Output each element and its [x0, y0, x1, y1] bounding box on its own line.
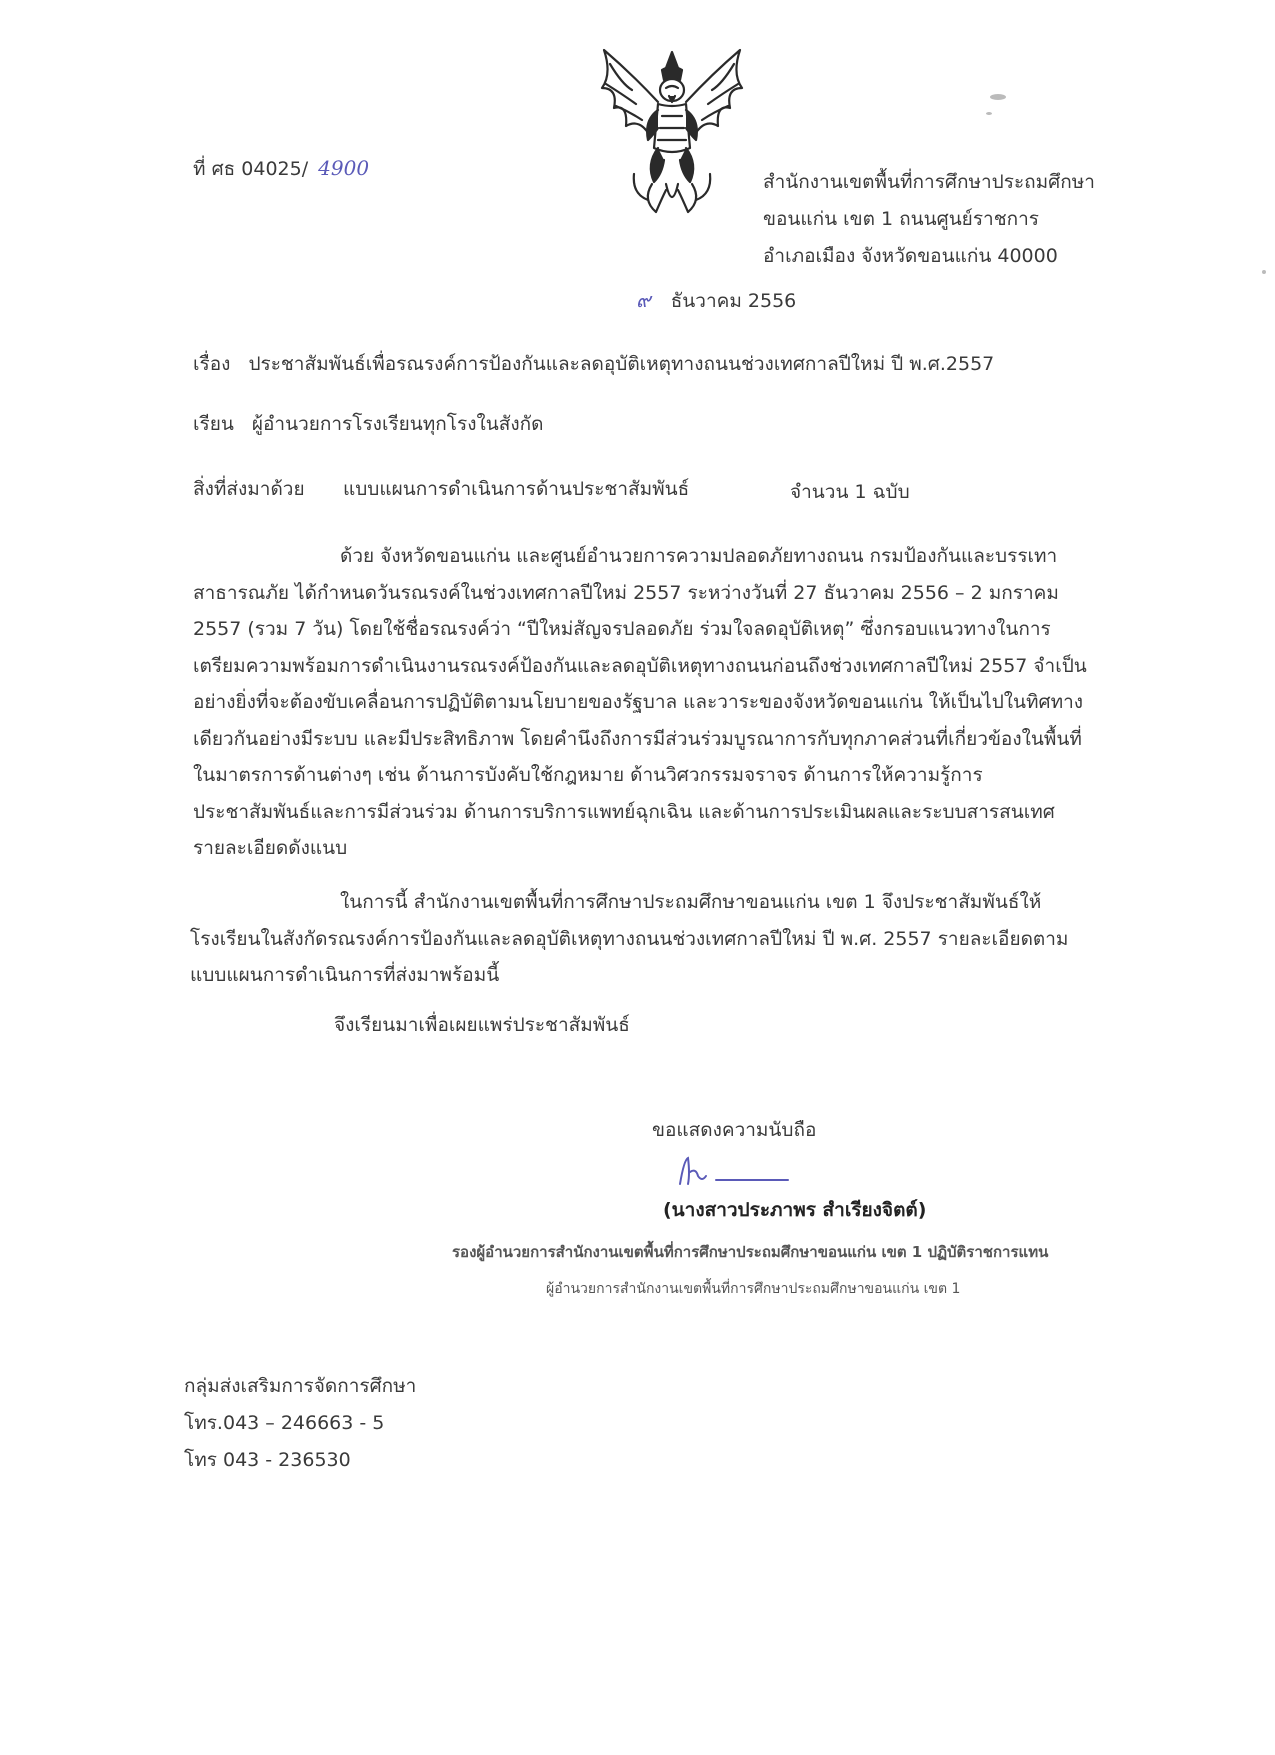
recipient-label: เรียน [193, 413, 234, 435]
scan-speck [986, 112, 992, 115]
office-address-line: ขอนแก่น เขต 1 ถนนศูนย์ราชการ [763, 208, 1039, 230]
signatory-position-line-1: รองผู้อำนวยการสำนักงานเขตพื้นที่การศึกษาประถมศึกษาขอนแก่น เขต 1 ปฏิบัติราชการแทน [452, 1243, 1049, 1261]
footer-phone-1: โทร.043 – 246663 - 5 [184, 1412, 385, 1434]
paragraph-line: รายละเอียดดังแนบ [193, 837, 348, 859]
closing-request: จึงเรียนมาเพื่อเผยแพร่ประชาสัมพันธ์ [334, 1014, 630, 1036]
paragraph-line: ในการนี้ สำนักงานเขตพื้นที่การศึกษาประถมศึกษาขอนแก่น เขต 1 จึงประชาสัมพันธ์ให้ [340, 891, 1042, 913]
signature-closing: ขอแสดงความนับถือ [652, 1119, 817, 1141]
office-address-line: อำเภอเมือง จังหวัดขอนแก่น 40000 [763, 245, 1058, 267]
scan-speck [1262, 270, 1266, 274]
garuda-emblem-icon [592, 44, 752, 216]
document-number-label: ที่ ศธ 04025/ [193, 158, 309, 180]
document-number-handwritten: 4900 [318, 156, 370, 180]
enclosure-line [193, 475, 305, 503]
body-paragraph-1 [193, 538, 1168, 867]
paragraph-line: สาธารณภัย ได้กำหนดวันรณรงค์ในช่วงเทศกาลปีใหม่ 2557 ระหว่างวันที่ 27 ธันวาคม 2556 – 2 มกราคม [193, 581, 1059, 604]
subject-line [193, 350, 994, 378]
subject-text: ประชาสัมพันธ์เพื่อรณรงค์การป้องกันและลดอุบัติเหตุทางถนนช่วงเทศกาลปีใหม่ ปี พ.ศ.2557 [248, 353, 995, 375]
paragraph-line: เดียวกันอย่างมีระบบ และมีประสิทธิภาพ โดยคำนึงถึงการมีส่วนร่วมบูรณาการกับทุกภาคส่วนที่เกี่ยวข้องในพื้นที่ [193, 727, 1082, 750]
recipient-text: ผู้อำนวยการโรงเรียนทุกโรงในสังกัด [251, 413, 544, 435]
paragraph-line: ในมาตรการด้านต่างๆ เช่น ด้านการบังคับใช้กฎหมาย ด้านวิศวกรรมจราจร ด้านการให้ความรู้การ [193, 764, 983, 786]
date-day-handwritten: ๙ [636, 288, 651, 312]
body-paragraph-2 [190, 884, 1168, 994]
subject-label: เรื่อง [193, 353, 231, 375]
recipient-line [193, 410, 543, 438]
paragraph-line: อย่างยิ่งที่จะต้องขับเคลื่อนการปฏิบัติตามนโยบายของรัฐบาล และวาระของจังหวัดขอนแก่น ให้เป็นไปในทิศทาง [193, 691, 1084, 713]
office-address [763, 164, 1095, 275]
footer-contact [184, 1368, 416, 1479]
enclosure-label: สิ่งที่ส่งมาด้วย [193, 478, 305, 500]
signatory-name: (นางสาวประภาพร สำเรียงจิตต์) [663, 1199, 927, 1221]
date-month-year: ธันวาคม 2556 [670, 290, 797, 312]
handwritten-signature-icon [676, 1154, 796, 1190]
enclosure-quantity: จำนวน 1 ฉบับ [790, 481, 910, 503]
paragraph-line: โรงเรียนในสังกัดรณรงค์การป้องกันและลดอุบัติเหตุทางถนนช่วงเทศกาลปีใหม่ ปี พ.ศ. 2557 รายละเอียดตาม [190, 927, 1069, 950]
office-address-line: สำนักงานเขตพื้นที่การศึกษาประถมศึกษา [763, 171, 1095, 193]
scan-speck [990, 94, 1006, 100]
footer-phone-2: โทร 043 - 236530 [184, 1449, 351, 1471]
paragraph-line: ประชาสัมพันธ์และการมีส่วนร่วม ด้านการบริการแพทย์ฉุกเฉิน และด้านการประเมินผลและระบบสารสนเทศ [193, 800, 1055, 823]
signatory-position-line-2: ผู้อำนวยการสำนักงานเขตพื้นที่การศึกษาประถมศึกษาขอนแก่น เขต 1 [546, 1281, 961, 1297]
document-number [193, 154, 369, 183]
footer-department: กลุ่มส่งเสริมการจัดการศึกษา [184, 1375, 417, 1397]
letter-date [636, 286, 796, 315]
paragraph-line: เตรียมความพร้อมการดำเนินงานรณรงค์ป้องกันและลดอุบัติเหตุทางถนนก่อนถึงช่วงเทศกาลปีใหม่ 2557 จำเป็น [193, 654, 1087, 677]
enclosure-text: แบบแผนการดำเนินการด้านประชาสัมพันธ์ [343, 478, 690, 500]
paragraph-line: แบบแผนการดำเนินการที่ส่งมาพร้อมนี้ [190, 964, 500, 986]
paragraph-line: ด้วย จังหวัดขอนแก่น และศูนย์อำนวยการความปลอดภัยทางถนน กรมป้องกันและบรรเทา [340, 545, 1058, 567]
paragraph-line: 2557 (รวม 7 วัน) โดยใช้ชื่อรณรงค์ว่า “ปีใหม่สัญจรปลอดภัย ร่วมใจลดอุบัติเหตุ” ซึ่งกรอบแนวทางในการ [193, 618, 1051, 640]
